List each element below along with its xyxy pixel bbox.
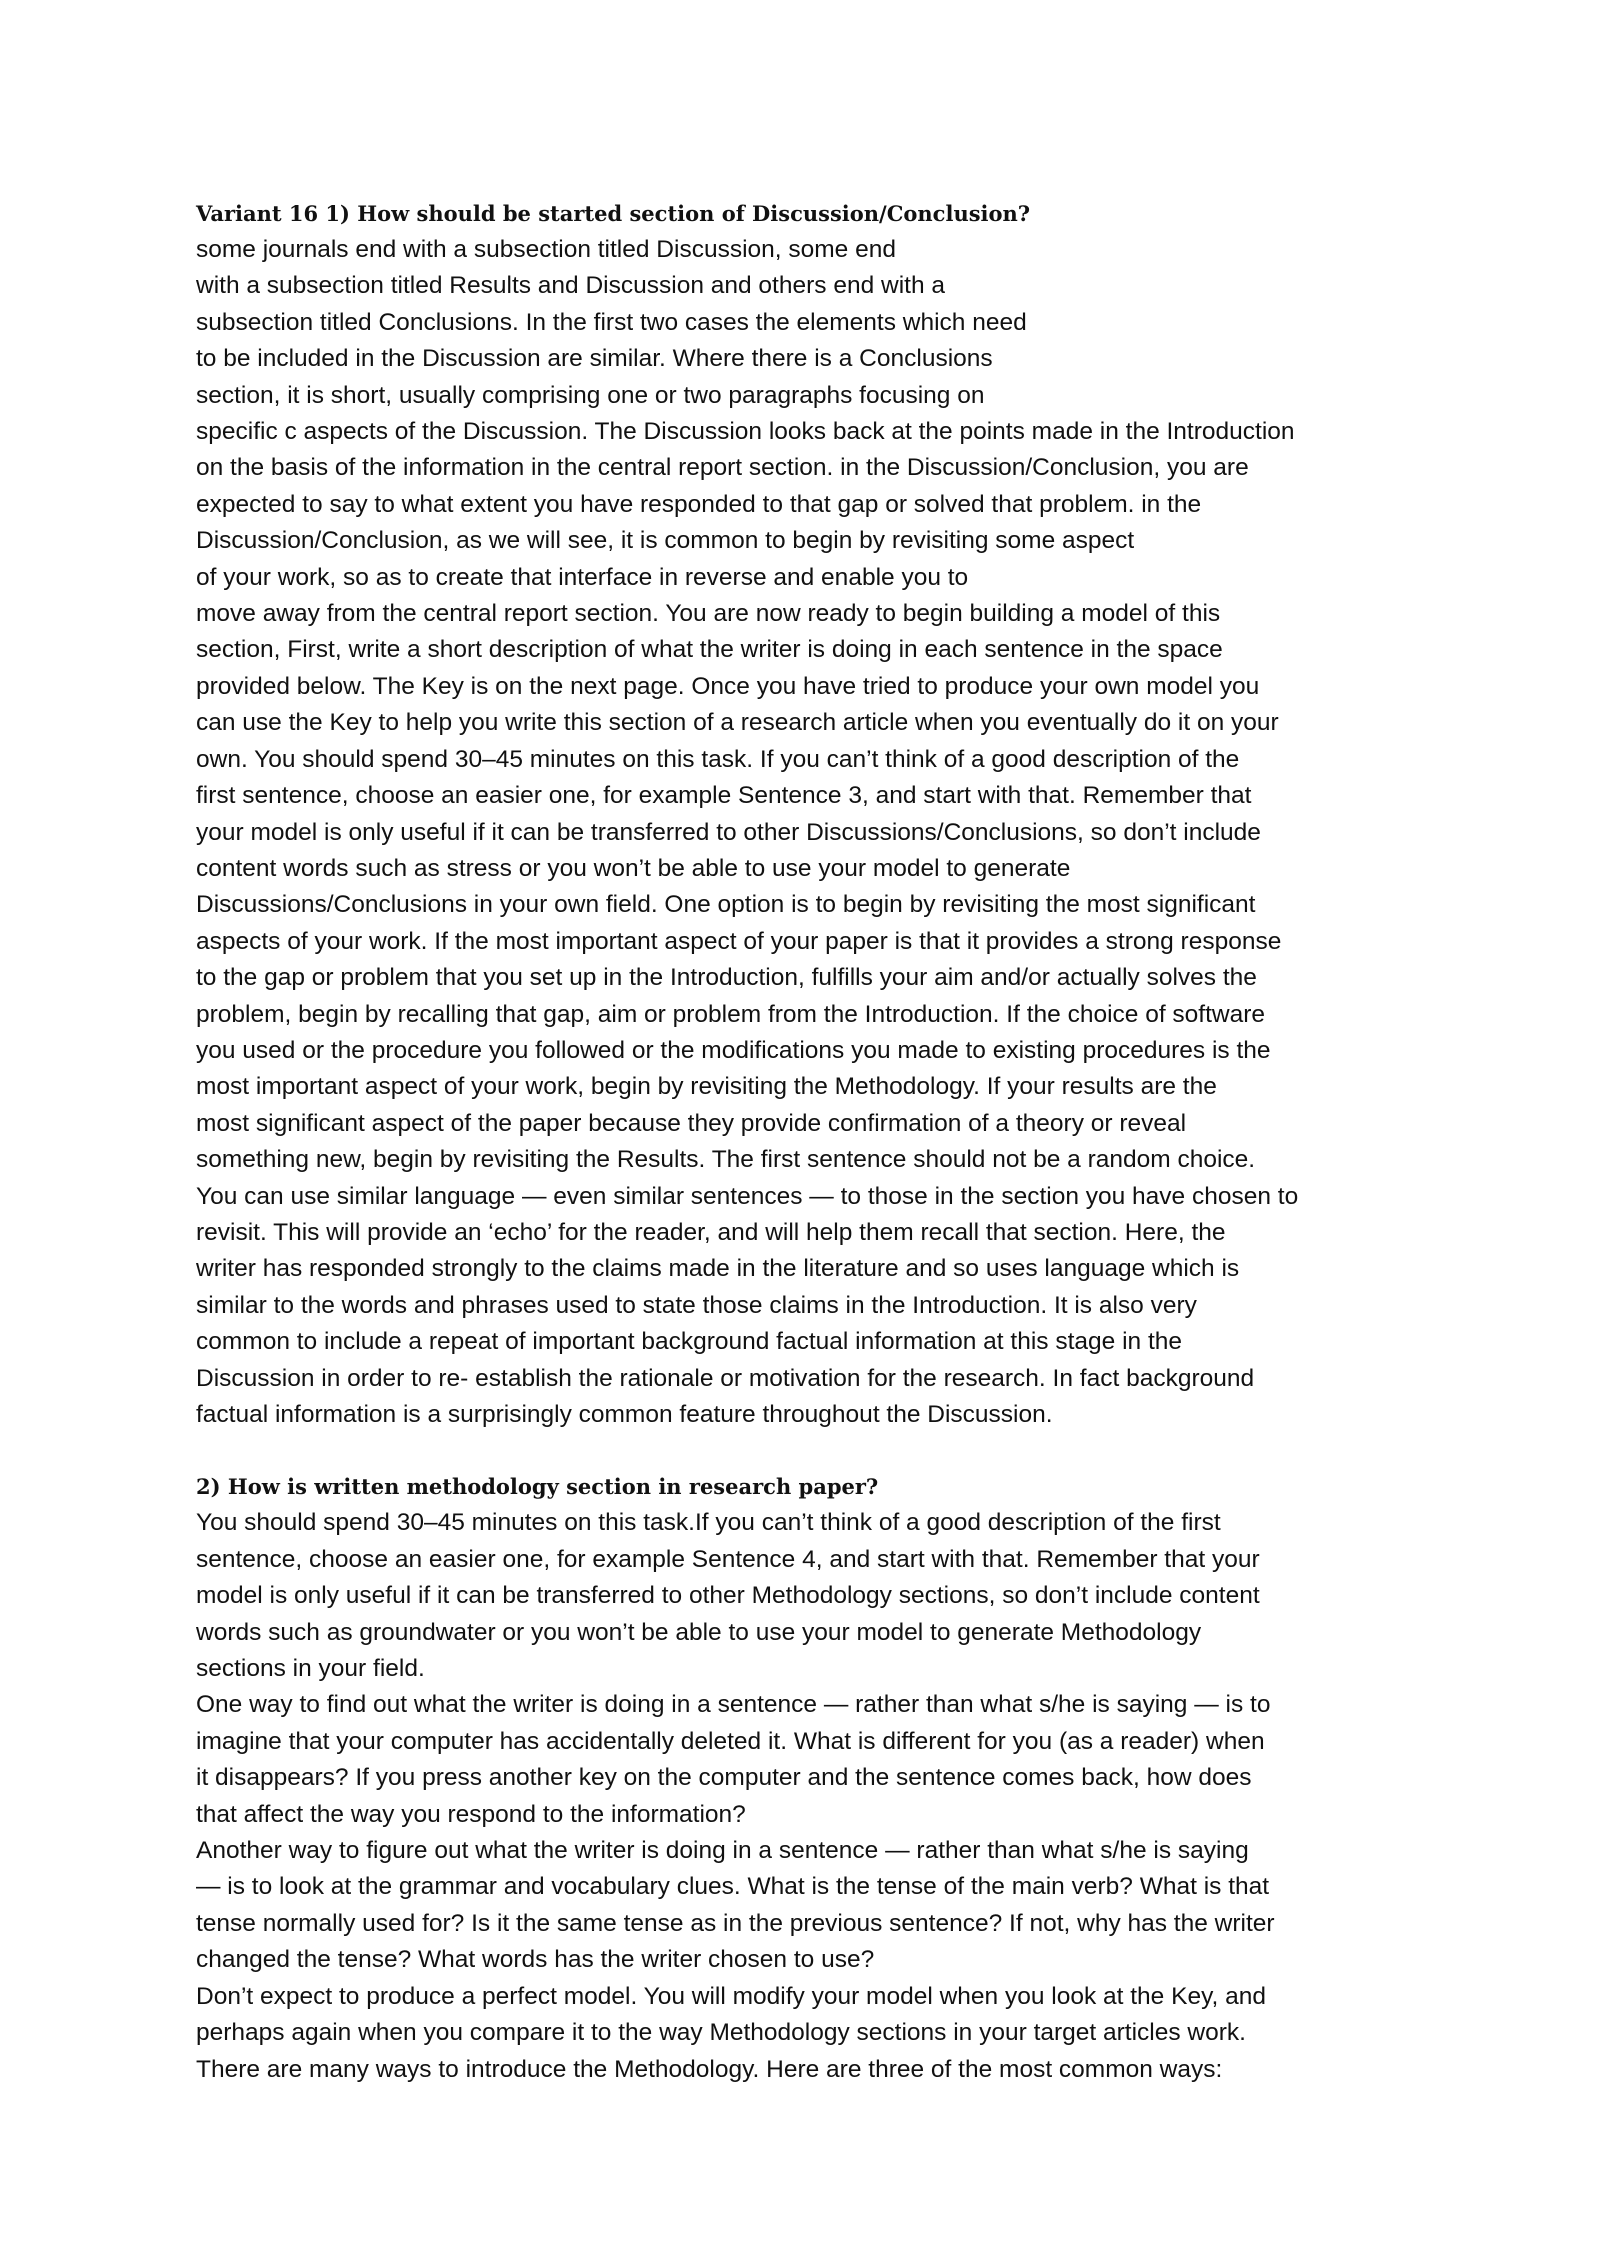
text-line: changed the tense? What words has the writer chosen to use?: [196, 1946, 875, 1974]
section-methodology: [196, 1469, 1446, 2088]
text-line: on the basis of the information in the central report section. in the Discussion/Conclusion, you are: [196, 454, 1249, 482]
text-line: expected to say to what extent you have responded to that gap or solved that problem. in the: [196, 490, 1202, 518]
text-line: aspects of your work. If the most important aspect of your paper is that it provides a strong response: [196, 927, 1282, 955]
text-line: problem, begin by recalling that gap, aim or problem from the Introduction. If the choice of software: [196, 1000, 1266, 1028]
text-line: section, it is short, usually comprising one or two paragraphs focusing on: [196, 381, 985, 409]
text-line: sections in your field.: [196, 1655, 425, 1683]
text-line: first sentence, choose an easier one, for example Sentence 3, and start with that. Remember that: [196, 782, 1252, 810]
text-line: imagine that your computer has accidentally deleted it. What is different for you (as a reader) when: [196, 1727, 1265, 1755]
text-line: subsection titled Conclusions. In the first two cases the elements which need: [196, 308, 1027, 336]
text-line: revisit. This will provide an ‘echo’ for the reader, and will help them recall that section. Here, the: [196, 1218, 1226, 1246]
text-line: writer has responded strongly to the claims made in the literature and so uses language which is: [196, 1255, 1240, 1283]
text-line: move away from the central report section. You are now ready to begin building a model of this: [196, 600, 1221, 628]
section-body: [196, 1505, 1446, 2088]
text-line: There are many ways to introduce the Methodology. Here are three of the most common ways:: [196, 2055, 1223, 2083]
document-page: [196, 196, 1446, 2088]
text-line: to be included in the Discussion are similar. Where there is a Conclusions: [196, 345, 993, 373]
text-line: You should spend 30–45 minutes on this task.If you can’t think of a good description of the first: [196, 1509, 1221, 1537]
text-line: can use the Key to help you write this section of a research article when you eventually do it on your: [196, 709, 1279, 737]
section-heading: Variant 16 1) How should be started section of Discussion/Conclusion?: [196, 201, 1031, 226]
text-line: content words such as stress or you won’t be able to use your model to generate: [196, 854, 1071, 882]
text-line: common to include a repeat of important background factual information at this stage in the: [196, 1328, 1183, 1356]
text-line: perhaps again when you compare it to the way Methodology sections in your target articles work.: [196, 2019, 1246, 2047]
text-line: similar to the words and phrases used to state those claims in the Introduction. It is also very: [196, 1291, 1197, 1319]
text-line: it disappears? If you press another key on the computer and the sentence comes back, how does: [196, 1764, 1252, 1792]
text-line: to the gap or problem that you set up in the Introduction, fulfills your aim and/or actually solves the: [196, 964, 1257, 992]
paragraph-gap: [196, 1433, 1446, 1469]
text-line: provided below. The Key is on the next page. Once you have tried to produce your own model you: [196, 672, 1260, 700]
text-line: section, First, write a short description of what the writer is doing in each sentence in the space: [196, 636, 1223, 664]
text-line: You can use similar language — even similar sentences — to those in the section you have chosen to: [196, 1182, 1299, 1210]
text-line: most important aspect of your work, begin by revisiting the Methodology. If your results are the: [196, 1073, 1217, 1101]
text-line: Don’t expect to produce a perfect model. You will modify your model when you look at the Key, and: [196, 1982, 1266, 2010]
section-body: [196, 232, 1446, 1433]
text-line: factual information is a surprisingly common feature throughout the Discussion.: [196, 1401, 1053, 1428]
text-line: your model is only useful if it can be transferred to other Discussions/Conclusions, so don’t include: [196, 818, 1261, 846]
text-line: One way to find out what the writer is doing in a sentence — rather than what s/he is saying — is to: [196, 1691, 1271, 1719]
text-line: — is to look at the grammar and vocabulary clues. What is the tense of the main verb? What is that: [196, 1873, 1270, 1901]
text-line: model is only useful if it can be transferred to other Methodology sections, so don’t include content: [196, 1582, 1260, 1610]
text-line: Another way to figure out what the writer is doing in a sentence — rather than what s/he is saying: [196, 1837, 1249, 1865]
text-line: Discussion/Conclusion, as we will see, it is common to begin by revisiting some aspect: [196, 527, 1135, 555]
section-discussion-conclusion: [196, 196, 1446, 1433]
text-line: some journals end with a subsection titled Discussion, some end: [196, 236, 896, 263]
text-line: most significant aspect of the paper because they provide confirmation of a theory or reveal: [196, 1109, 1187, 1137]
text-line: something new, begin by revisiting the Results. The first sentence should not be a random choice.: [196, 1146, 1256, 1174]
text-line: of your work, so as to create that interface in reverse and enable you to: [196, 563, 969, 591]
text-line: that affect the way you respond to the information?: [196, 1800, 746, 1828]
section-heading: 2) How is written methodology section in research paper?: [196, 1474, 879, 1500]
text-line: specific c aspects of the Discussion. The Discussion looks back at the points made in the Introduction: [196, 418, 1295, 446]
text-line: with a subsection titled Results and Discussion and others end with a: [196, 272, 946, 300]
text-line: tense normally used for? Is it the same tense as in the previous sentence? If not, why has the writer: [196, 1909, 1275, 1937]
text-line: words such as groundwater or you won’t be able to use your model to generate Methodology: [196, 1618, 1202, 1646]
text-line: sentence, choose an easier one, for example Sentence 4, and start with that. Remember that your: [196, 1545, 1260, 1573]
text-line: own. You should spend 30–45 minutes on this task. If you can’t think of a good description of the: [196, 745, 1240, 773]
text-line: you used or the procedure you followed or the modifications you made to existing procedures is the: [196, 1036, 1271, 1064]
text-line: Discussion in order to re- establish the rationale or motivation for the research. In fact background: [196, 1364, 1255, 1392]
text-line: Discussions/Conclusions in your own field. One option is to begin by revisiting the most significant: [196, 891, 1256, 919]
